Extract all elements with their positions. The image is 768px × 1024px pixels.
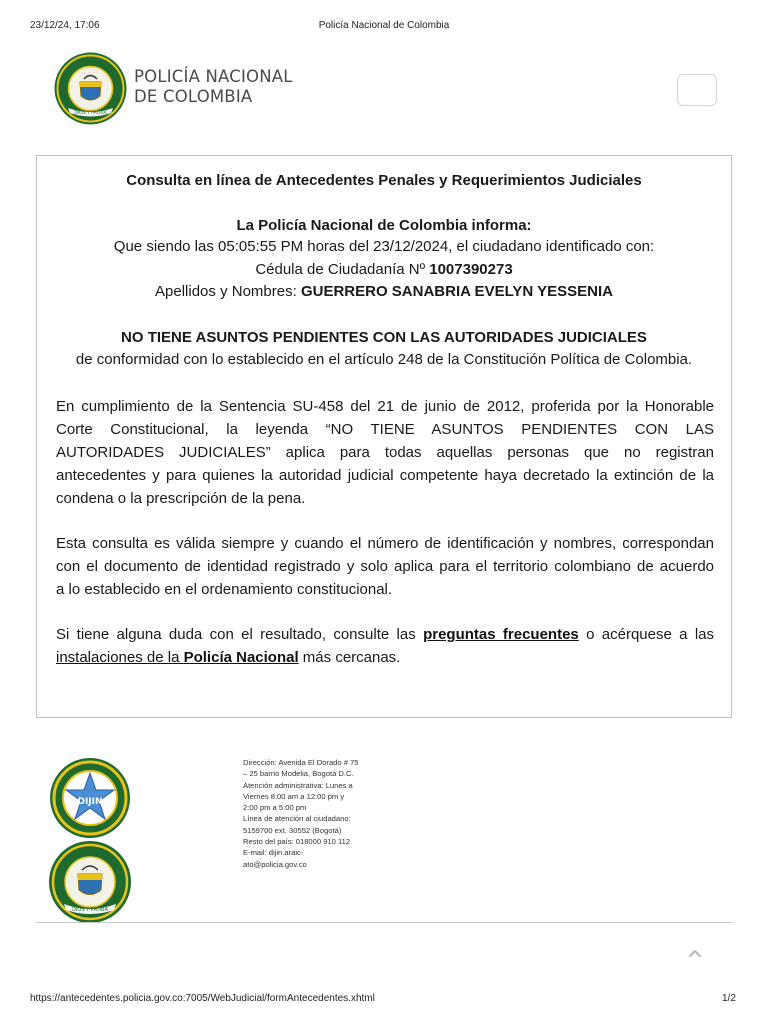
id-line [37, 261, 731, 278]
intro-text: Que siendo las 05:05:55 PM horas del 23/12/2024, el ciudadano identificado con: [113, 238, 655, 255]
contact-line: Línea de atención al ciudadano: [243, 814, 351, 824]
police-seal-logo [54, 52, 127, 125]
validity-line: a lo establecido en el ordenamiento constitucional. [56, 581, 393, 598]
dijin-label: DIJIN [77, 797, 103, 807]
id-number: 1007390273 [429, 261, 513, 278]
names-label: Apellidos y Nombres: [155, 283, 301, 300]
sentence-line: condena o la prescripción de la pena. [56, 490, 306, 507]
contact-line: Dirección: Avenida El Dorado # 75 [243, 758, 359, 767]
contact-line: Resto del país: 018000 910 112 [243, 837, 351, 847]
contact-line: Viernes 8:00 am a 12:00 pm y [243, 791, 345, 801]
card-title: Consulta en línea de Antecedentes Penales y Requerimientos Judiciales [126, 172, 642, 189]
menu-button[interactable] [677, 74, 717, 106]
inform-heading: La Policía Nacional de Colombia informa: [236, 217, 532, 234]
brand-line-2: DE COLOMBIA [134, 87, 253, 106]
dijin-seal-logo [49, 757, 131, 839]
sentence-line: antecedentes y para quienes la autoridad judicial competente haya decretado la extinción de la [56, 467, 714, 484]
contact-email-line[interactable]: E-mail: dijin.araic- [243, 848, 304, 858]
brand-title [134, 67, 293, 107]
doubt-paragraph [56, 623, 714, 669]
result-card [36, 155, 732, 718]
doubt-line-1: Si tiene alguna duda con el resultado, consulte las preguntas frecuentes o acérquese a las [56, 626, 715, 643]
names-line [37, 283, 731, 300]
chevron-up-icon [684, 944, 706, 962]
print-datetime: 23/12/24, 17:06 [30, 20, 100, 31]
contact-email-line[interactable]: ato@policia.gov.co [243, 859, 307, 869]
sentence-line: En cumplimiento de la Sentencia SU-458 del 21 de junio de 2012, proferida por la Honorable [56, 398, 714, 415]
validity-line: Esta consulta es válida siempre y cuando el número de identificación y nombres, correspondan [56, 535, 714, 552]
brand-line-1: POLICÍA NACIONAL [134, 67, 293, 86]
contact-line: – 25 barrio Modelia, Bogotá D.C. [243, 769, 354, 779]
print-url: https://antecedentes.policia.gov.co:7005/WebJudicial/formAntecedentes.xhtml [30, 993, 375, 1004]
sentence-line: AUTORIDADES JUDICIALES” aplica para todas aquellas personas que no registran [56, 444, 714, 461]
scroll-to-top-button[interactable] [684, 944, 706, 962]
facilities-link[interactable]: instalaciones de la Policía Nacional [56, 649, 299, 666]
print-page-title: Policía Nacional de Colombia [318, 20, 450, 31]
status-text: NO TIENE ASUNTOS PENDIENTES CON LAS AUTORIDADES JUDICIALES [121, 329, 647, 346]
id-label: Cédula de Ciudadanía Nº [255, 261, 430, 278]
sentence-paragraph [56, 395, 714, 510]
validity-line: con el documento de identidad registrado y solo aplica para el territorio colombiano de acuerdo [56, 558, 714, 575]
sentence-line: Corte Constitucional, la leyenda “NO TIENE ASUNTOS PENDIENTES CON LAS [56, 421, 714, 438]
print-page-number: 1/2 [722, 993, 736, 1004]
contact-line: 2:00 pm a 5:00 pm [243, 803, 307, 813]
names-value: GUERRERO SANABRIA EVELYN YESSENIA [300, 283, 613, 300]
contact-line: Atención administrativa: Lunes a [243, 780, 353, 790]
seal-motto-text: DIOS Y PATRIA [74, 111, 107, 116]
police-seal-footer-logo [48, 840, 132, 924]
footer-seal-motto: DIOS Y PATRIA [72, 907, 108, 913]
doubt-line-2: instalaciones de la Policía Nacional más cercanas. [56, 649, 401, 666]
validity-paragraph [56, 532, 714, 601]
footer-contact [243, 757, 383, 870]
faq-link[interactable]: preguntas frecuentes [423, 626, 579, 643]
footer-divider [36, 922, 733, 923]
status-basis-text: de conformidad con lo establecido en el artículo 248 de la Constitución Política de Colombia. [75, 351, 693, 368]
contact-line: 5159700 ext. 30552 (Bogotá) [243, 825, 342, 835]
